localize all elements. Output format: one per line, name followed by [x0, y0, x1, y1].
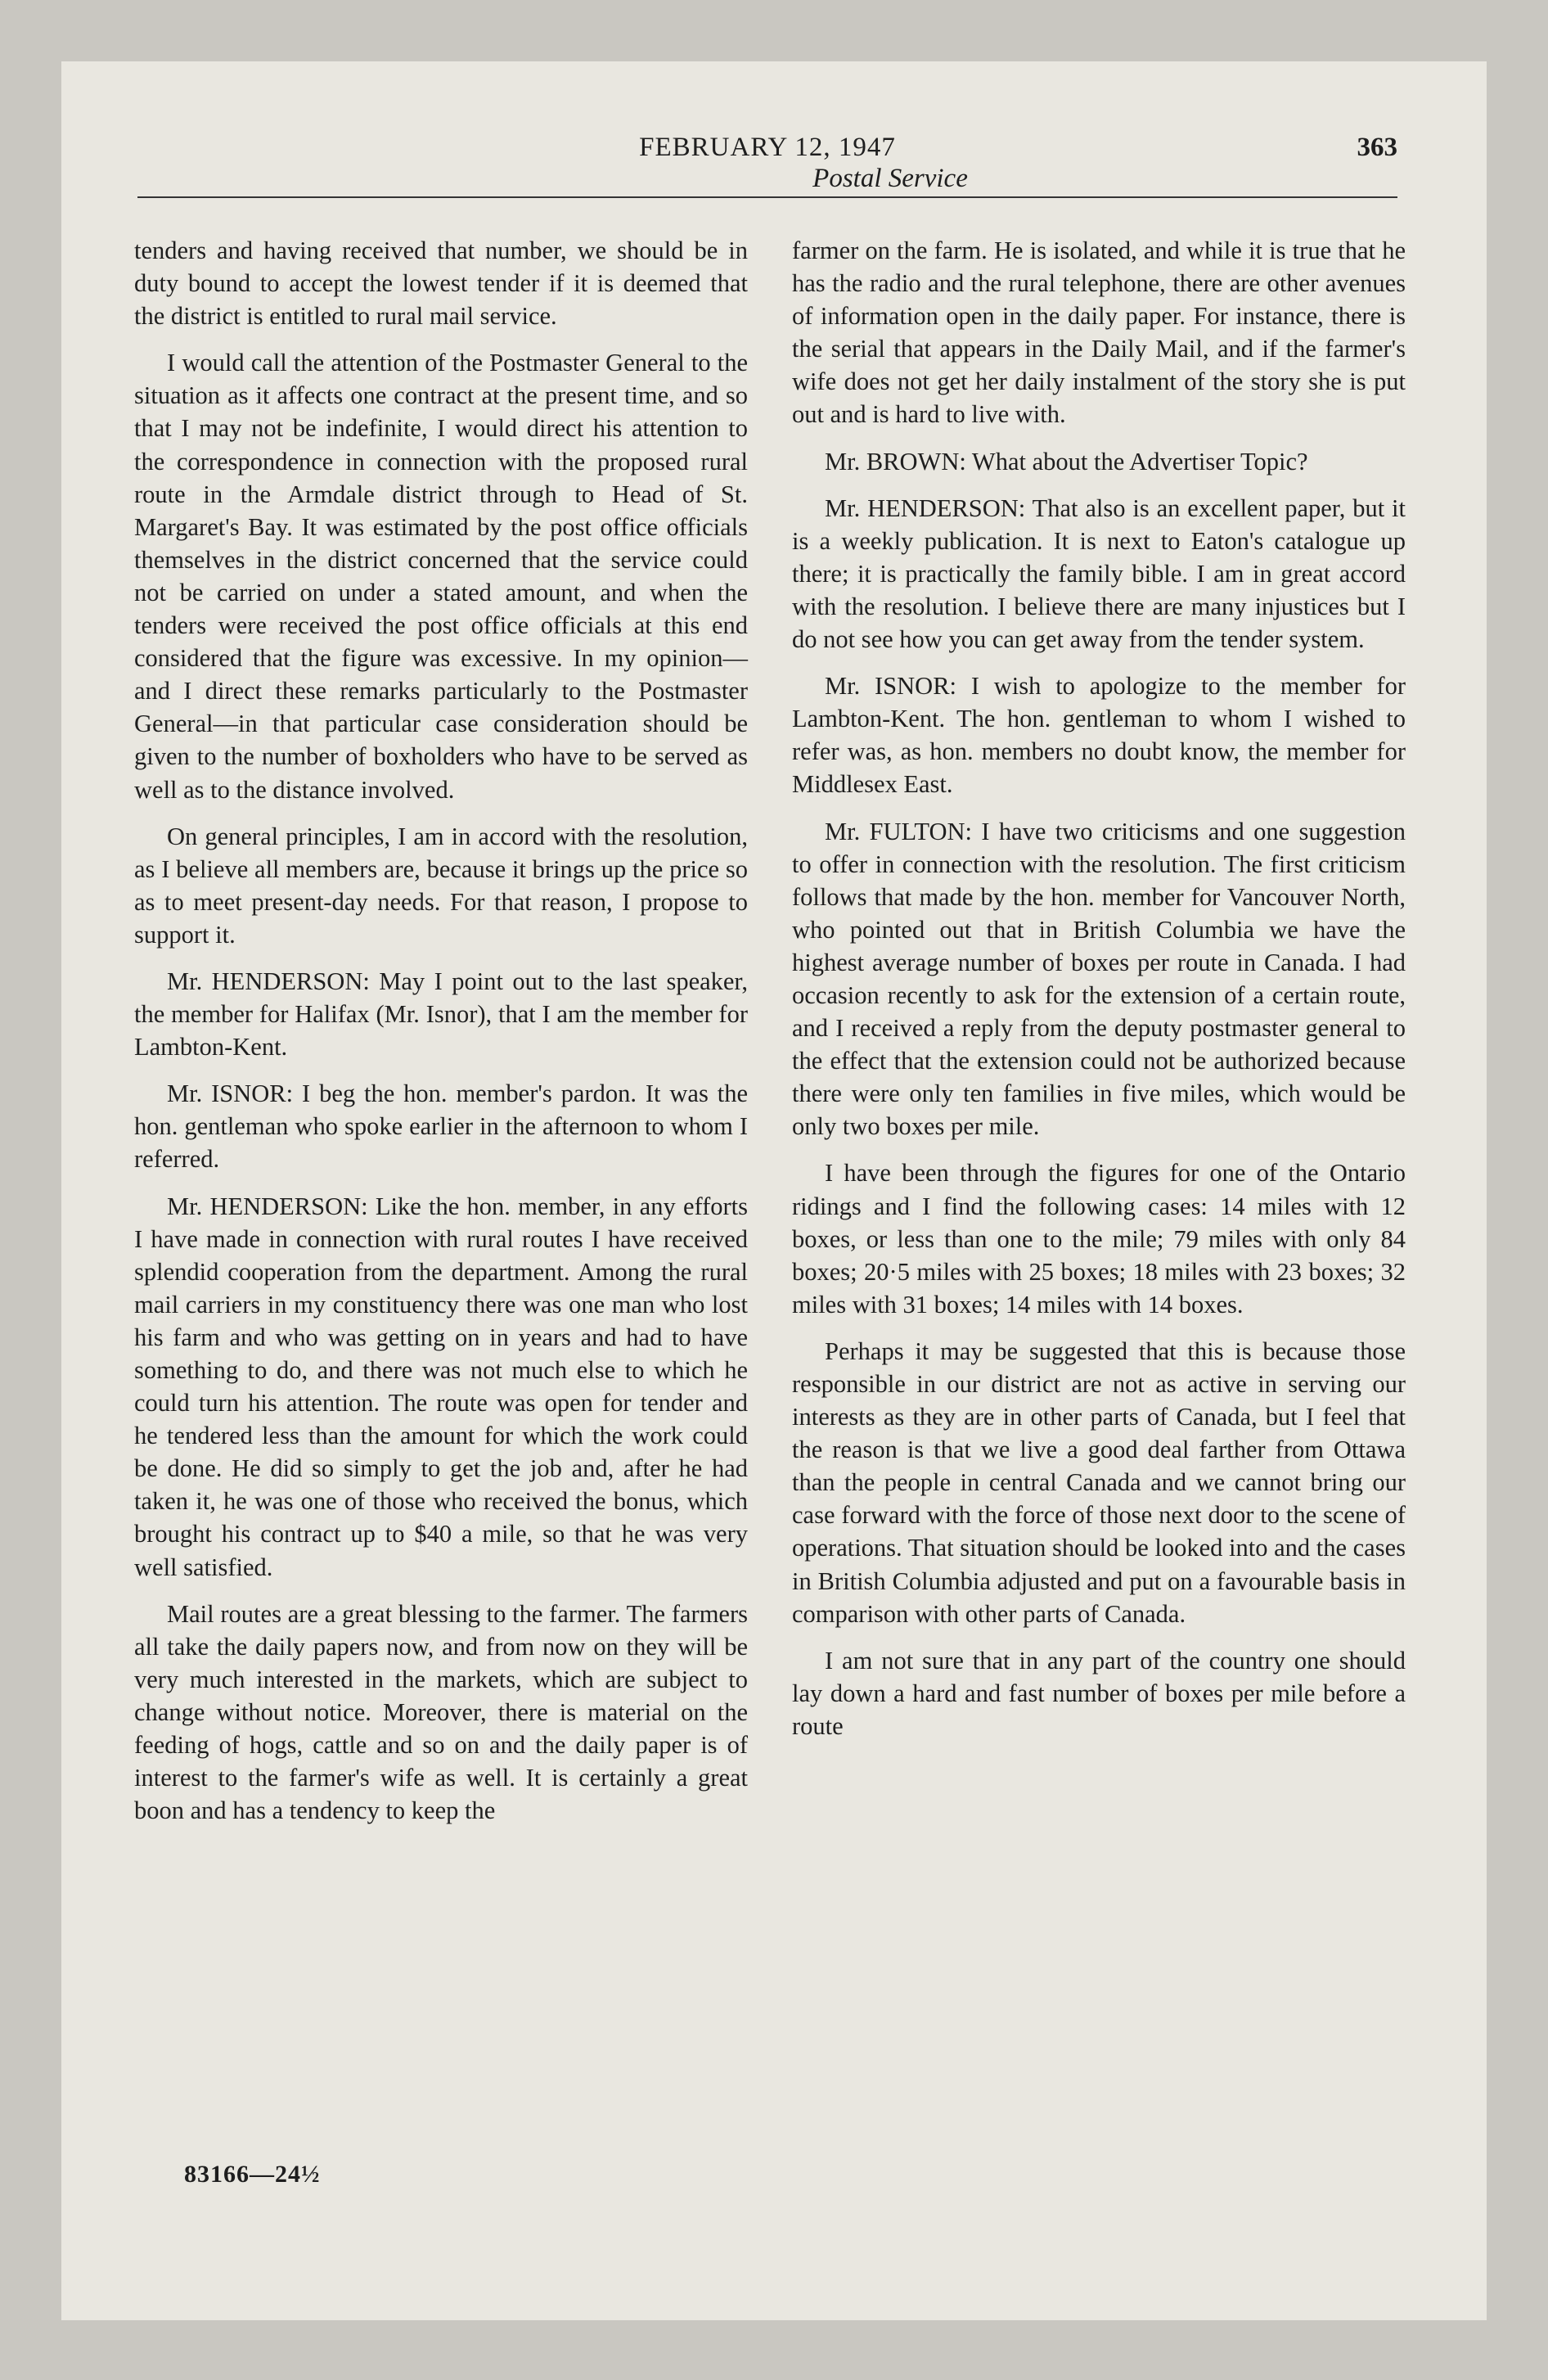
paragraph: Mr. HENDERSON: Like the hon. member, in any efforts I have made in connection with rural routes I have received splendid cooperation from the department. Among the rural mail carriers in my constituency there was one man who lost his farm and who was getting on in years and had to have something to do, and there was not much else to which he could turn his attention. The route was open for tender and he tendered less than the amount for which the work could be done. He did so simply to get the job and, after he had taken it, he was one of those who received the bonus, which brought his contract up to $40 a mile, so that he was very well satisfied. — [134, 1192, 748, 1581]
paragraph: Mr. ISNOR: I wish to apologize to the member for Lambton-Kent. The hon. gentleman to whom I wished to refer was, as hon. members no doubt know, the member for Middlesex East. — [792, 672, 1406, 799]
header-section-title: Postal Service — [812, 164, 968, 193]
paragraph: Mr. HENDERSON: That also is an excellent paper, but it is a weekly publication. It is next to Eaton's catalogue up there; it is practically the family bible. I am in great accord with the resolution. I believe there are many injustices but I do not see how you can get away from the tender system. — [792, 494, 1406, 654]
footer-print-code: 83166—24½ — [184, 2161, 321, 2188]
right-column — [792, 234, 1406, 1742]
paragraph: I would call the attention of the Postmaster General to the situation as it affects one contract at the present time, and so that I may not be indefinite, I would direct his attention to the correspondence in connection with the proposed rural route in the Armdale district through to Head of St. Margaret's Bay. It was estimated by the post office officials themselves in the district concerned that the service could not be carried on under a stated amount, and when the tenders were received the post office officials at this end considered that the figure was excessive. In my opinion—and I direct these remarks particularly to the Postmaster General—in that particular case consideration should be given to the number of boxholders who have to be served as well as to the distance involved. — [134, 349, 748, 804]
header-rule — [137, 196, 1397, 198]
left-column — [134, 234, 748, 1827]
paragraph: I am not sure that in any part of the country one should lay down a hard and fast number of boxes per mile before a route — [792, 1646, 1406, 1740]
paragraph: Mr. FULTON: I have two criticisms and one suggestion to offer in connection with the resolution. The first criticism follows that made by the hon. member for Vancouver North, who pointed out that in British Columbia we have the highest average number of boxes per route in Canada. I had occasion recently to ask for the extension of a certain route, and I received a reply from the deputy postmaster general to the effect that the extension could not be authorized because there were only ten families in five miles, which would be only two boxes per mile. — [792, 817, 1406, 1141]
paragraph: Mr. HENDERSON: May I point out to the last speaker, the member for Halifax (Mr. Isnor), that I am the member for Lambton-Kent. — [134, 967, 748, 1062]
paragraph: Mail routes are a great blessing to the farmer. The farmers all take the daily papers now, and from now on they will be very much interested in the markets, which are subject to change without notice. Moreover, there is material on the feeding of hogs, cattle and so on and the daily paper is of interest to the farmer's wife as well. It is certainly a great boon and has a tendency to keep the — [134, 1599, 748, 1825]
paragraph: I have been through the figures for one of the Ontario ridings and I find the following cases: 14 miles with 12 boxes, or less than one to the mile; 79 miles with only 84 boxes; 20·5 miles with 25 boxes; 18 miles with 23 boxes; 32 miles with 31 boxes; 14 miles with 14 boxes. — [792, 1159, 1406, 1318]
paragraph: farmer on the farm. He is isolated, and while it is true that he has the radio and the rural telephone, there are other avenues of information open in the daily paper. For instance, there is the serial that appears in the Daily Mail, and if the farmer's wife does not get her daily instalment of the story she is put out and is hard to live with. — [792, 237, 1406, 429]
header-date: FEBRUARY 12, 1947 — [639, 133, 896, 162]
paragraph: On general principles, I am in accord with the resolution, as I believe all members are, because it brings up the price so as to meet present-day needs. For that reason, I propose to support it. — [134, 822, 748, 949]
paragraph: tenders and having received that number, we should be in duty bound to accept the lowest tender if it is deemed that the district is entitled to rural mail service. — [134, 237, 748, 331]
paragraph: Perhaps it may be suggested that this is because those responsible in our district are not as active in serving our interests as they are in other parts of Canada, but I feel that the reason is that we live a good deal farther from Ottawa than the people in central Canada and we cannot bring our case forward with the force of those next door to the scene of operations. That situation should be looked into and the cases in British Columbia adjusted and put on a favourable basis in comparison with other parts of Canada. — [792, 1336, 1406, 1628]
paragraph: Mr. BROWN: What about the Advertiser Topic? — [825, 447, 1308, 476]
page-number: 363 — [1357, 133, 1397, 162]
paragraph: Mr. ISNOR: I beg the hon. member's pardon. It was the hon. gentleman who spoke earlier in the afternoon to whom I referred. — [134, 1080, 748, 1174]
page-header — [137, 124, 1397, 198]
